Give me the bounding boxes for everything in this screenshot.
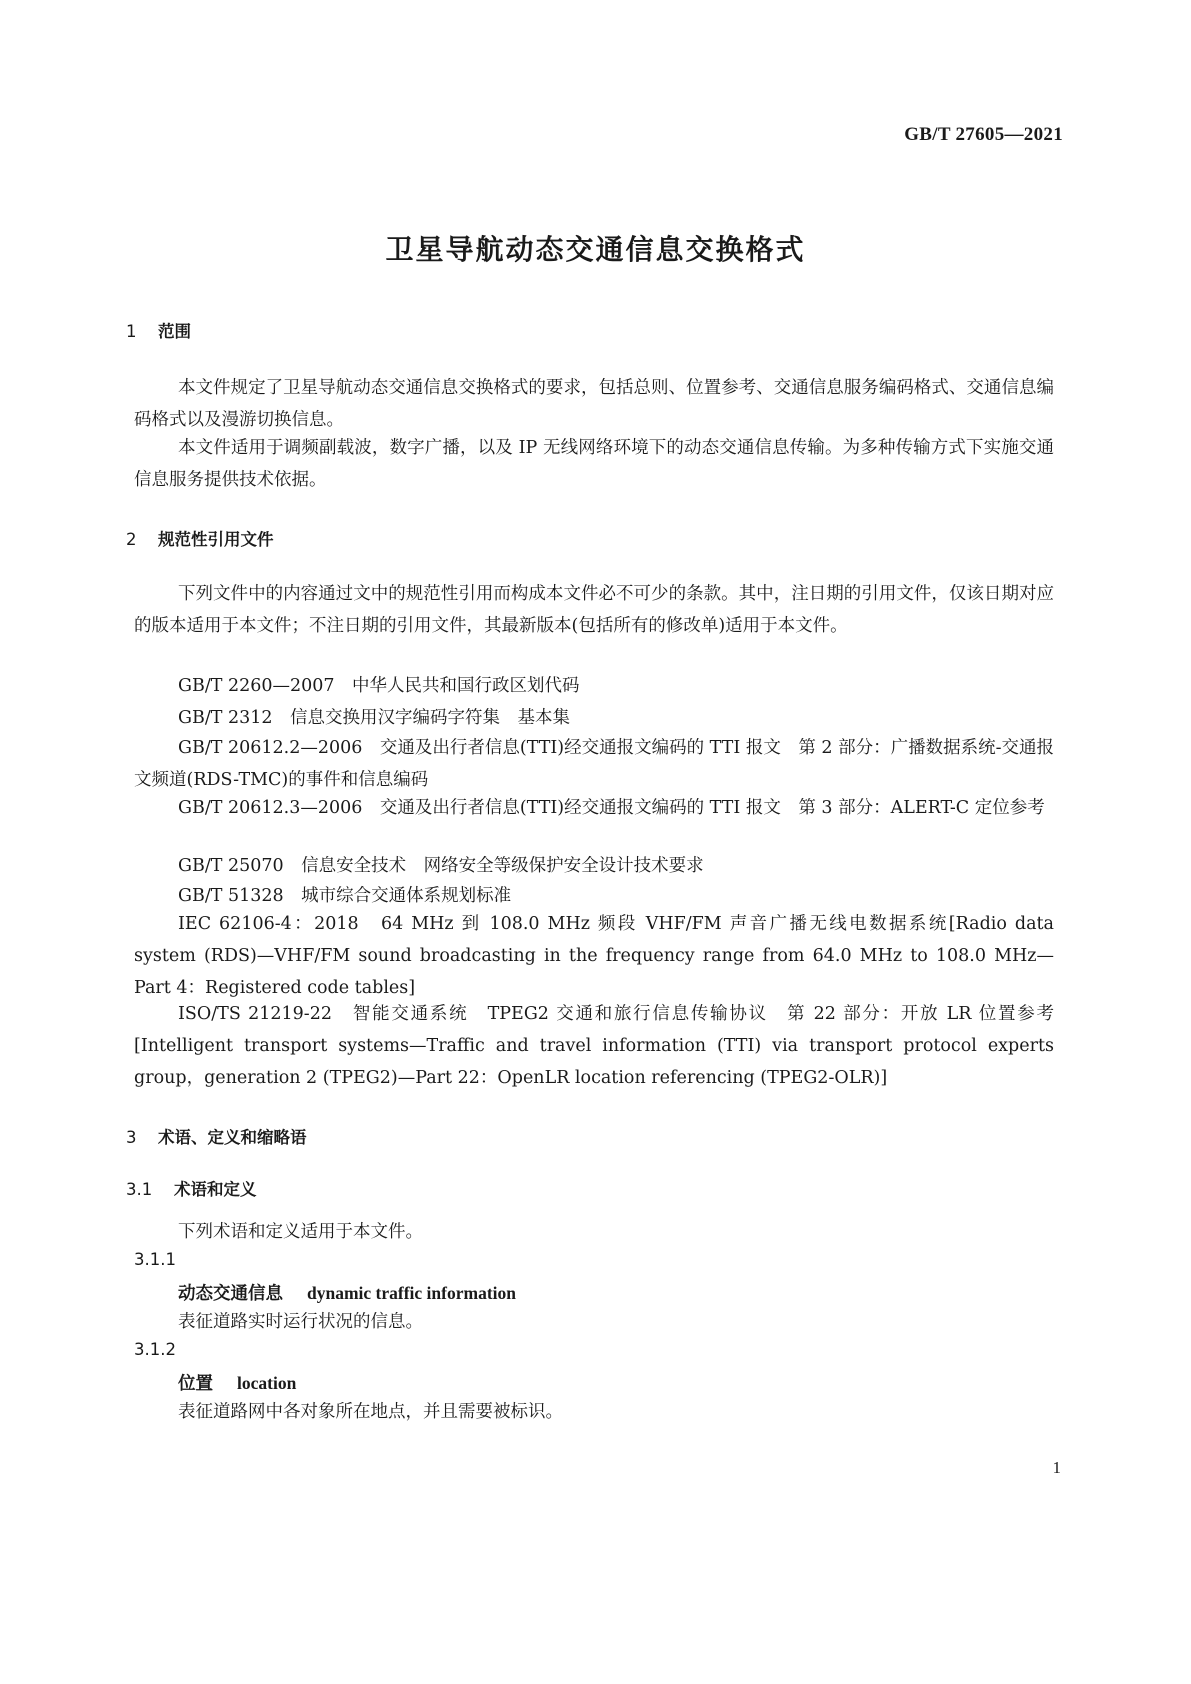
section-3-title: 术语、定义和缩略语 [158, 1128, 307, 1147]
term-name-en: location [237, 1373, 297, 1393]
section-2-title: 规范性引用文件 [158, 530, 274, 549]
reference-item: GB/T 25070 信息安全技术 网络安全等级保护安全设计技术要求 [178, 856, 704, 876]
term-name-zh: 位置 [178, 1374, 213, 1394]
reference-item: GB/T 2260—2007 中华人民共和国行政区划代码 [178, 676, 580, 696]
section-1-heading [126, 318, 191, 342]
term-name-en: dynamic traffic information [307, 1283, 516, 1303]
section-2-number: 2 [126, 530, 137, 549]
term-definition: 表征道路实时运行状况的信息。 [178, 1312, 423, 1332]
reference-item: IEC 62106-4：2018 64 MHz 到 108.0 MHz 频段 VHF/FM 声音广播无线电数据系统[Radio data system (RDS)—VHF/FM sound broadcasting in the frequency range from 64.0 MHz to 108.0 MHz—Part 4：Registered code tables] [134, 914, 1054, 998]
term-number: 3.1.2 [134, 1340, 176, 1359]
reference-item: GB/T 20612.2—2006 交通及出行者信息(TTI)经交通报文编码的 TTI 报文 第 2 部分：广播数据系统-交通报文频道(RDS-TMC)的事件和信息编码 [134, 738, 1054, 790]
section-2-heading [126, 526, 274, 550]
reference-item: GB/T 20612.3—2006 交通及出行者信息(TTI)经交通报文编码的 TTI 报文 第 3 部分：ALERT-C 定位参考 [178, 798, 1045, 818]
section-1-paragraph: 本文件规定了卫星导航动态交通信息交换格式的要求，包括总则、位置参考、交通信息服务编码格式、交通信息编码格式以及漫游切换信息。 [134, 378, 1054, 430]
term-name [178, 1280, 516, 1305]
term-definition: 表征道路网中各对象所在地点，并且需要被标识。 [178, 1402, 563, 1422]
page-number: 1 [1052, 1458, 1061, 1477]
term-number: 3.1.1 [134, 1250, 176, 1269]
section-3-1-heading [126, 1176, 257, 1200]
section-1-number: 1 [126, 322, 137, 341]
section-3-1-number: 3.1 [126, 1180, 153, 1199]
section-1-title: 范围 [158, 322, 191, 341]
page-title: 卫星导航动态交通信息交换格式 [385, 233, 806, 266]
section-3-1-title: 术语和定义 [174, 1180, 257, 1199]
section-3-1-intro: 下列术语和定义适用于本文件。 [178, 1222, 423, 1242]
section-1-paragraph: 本文件适用于调频副载波，数字广播，以及 IP 无线网络环境下的动态交通信息传输。为多种传输方式下实施交通信息服务提供技术依据。 [134, 438, 1054, 490]
term-name-zh: 动态交通信息 [178, 1284, 283, 1304]
document-number: GB/T 27605—2021 [904, 124, 1063, 145]
section-3-number: 3 [126, 1128, 137, 1147]
section-3-heading [126, 1124, 307, 1148]
section-2-intro: 下列文件中的内容通过文中的规范性引用而构成本文件必不可少的条款。其中，注日期的引用文件，仅该日期对应的版本适用于本文件；不注日期的引用文件，其最新版本(包括所有的修改单)适用于本文件。 [134, 584, 1054, 636]
reference-item: ISO/TS 21219-22 智能交通系统 TPEG2 交通和旅行信息传输协议 第 22 部分：开放 LR 位置参考[Intelligent transport systems—Traffic and travel information (TTI) via transport protocol experts group，generation 2 (TPEG2)—Part 22：OpenLR location referencing (TPEG2-OLR)] [134, 1004, 1054, 1088]
term-name [178, 1370, 296, 1395]
reference-item: GB/T 2312 信息交换用汉字编码字符集 基本集 [178, 708, 571, 728]
reference-item: GB/T 51328 城市综合交通体系规划标准 [178, 886, 512, 906]
